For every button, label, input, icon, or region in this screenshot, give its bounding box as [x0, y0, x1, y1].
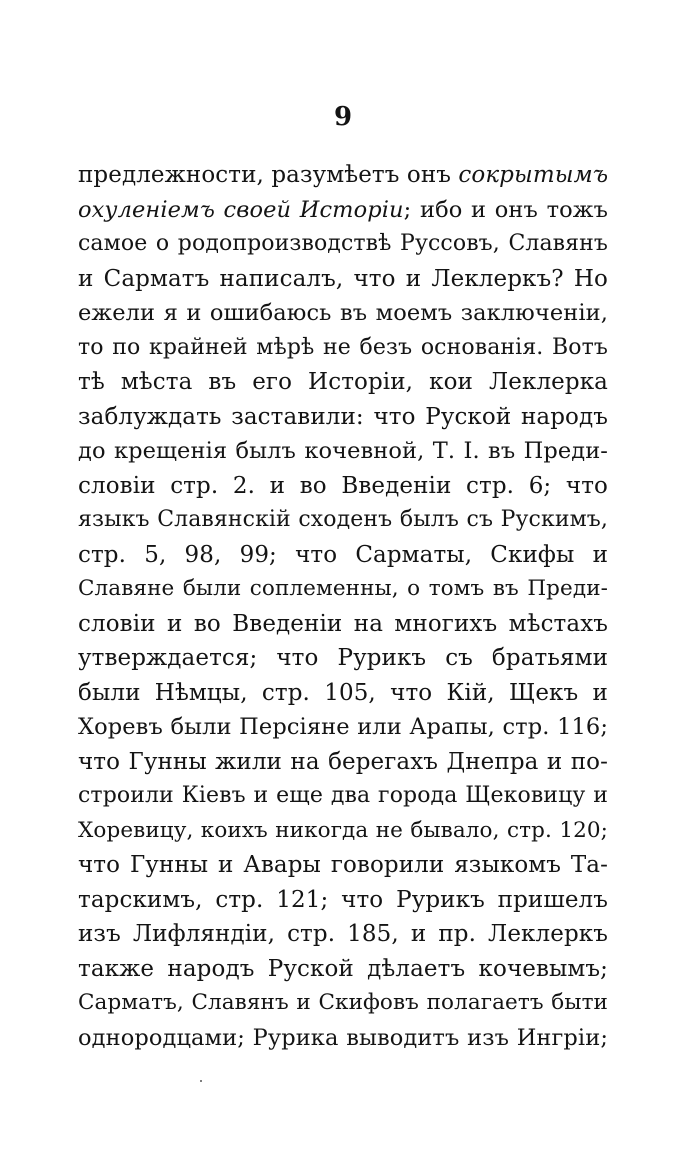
text-line: самое о родопроизводствѣ Руссовъ, Славянъ: [78, 231, 608, 256]
italic-span: охуленіемъ своей Исторіи: [78, 196, 404, 223]
paper-speck: [200, 1080, 202, 1082]
text-span: ; ибо и онъ тожъ: [403, 196, 608, 223]
italic-span: сокрытымъ: [458, 162, 609, 188]
text-line: и Сарматъ написалъ, что и Леклеркъ? Но: [78, 265, 608, 292]
text-line: тарскимъ, стр. 121; что Рурикъ пришелъ: [78, 886, 608, 913]
text-line: тѣ мѣста въ его Исторіи, кои Леклерка: [78, 369, 608, 395]
text-line: утверждается; что Рурикъ съ братьями: [78, 645, 608, 671]
text-line: Хоревъ были Персіяне или Арапы, стр. 116;: [78, 714, 608, 740]
text-line: ежели я и ошибаюсь въ моемъ заключеніи,: [78, 300, 608, 326]
text-span: предлежности, разумѣетъ онъ: [78, 162, 459, 188]
page-number: 9: [333, 102, 353, 132]
text-line: что Гунны жили на берегахъ Днепра и по-: [78, 748, 608, 775]
body-text: [78, 158, 608, 1055]
text-line: однородцами; Рурика выводитъ изъ Ингріи;: [78, 1024, 608, 1051]
text-line: также народъ Руской дѣлаетъ кочевымъ;: [78, 955, 608, 982]
text-line: то по крайней мѣрѣ не безъ основанія. Вотъ: [78, 334, 608, 360]
text-line: были Нѣмцы, стр. 105, что Кій, Щекъ и: [78, 679, 608, 706]
text-line: что Гунны и Авары говорили языкомъ Та-: [78, 852, 608, 878]
text-line: языкъ Славянскій сходенъ былъ съ Рускимъ,: [78, 507, 608, 532]
text-line: [78, 193, 608, 228]
text-line: [78, 158, 608, 193]
text-line: стр. 5, 98, 99; что Сарматы, Скифы и: [78, 541, 608, 568]
text-line: Славяне были соплеменны, о томъ въ Преди-: [78, 576, 608, 601]
text-line: заблуждать заставили: что Руской народъ: [78, 403, 608, 430]
text-line: Хоревицу, коихъ никогда не бывало, стр. 120;: [78, 817, 608, 843]
text-line: до крещенія былъ кочевной, Т. I. въ Преди-: [78, 438, 608, 464]
text-line: изъ Лифляндіи, стр. 185, и пр. Леклеркъ: [78, 921, 608, 947]
text-line: словіи и во Введеніи на многихъ мѣстахъ: [78, 610, 608, 637]
text-line: строили Кіевъ и еще два города Щековицу и: [78, 783, 608, 808]
text-line: Сарматъ, Славянъ и Скифовъ полагаетъ быти: [78, 990, 608, 1015]
text-line: словіи стр. 2. и во Введеніи стр. 6; что: [78, 472, 608, 499]
